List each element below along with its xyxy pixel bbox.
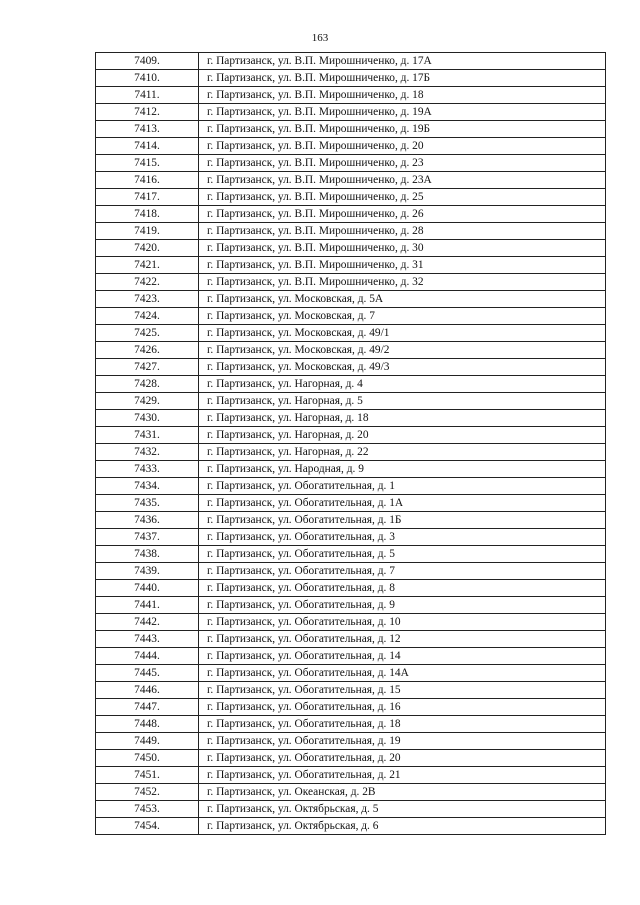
- table-row: [96, 665, 606, 682]
- row-number: 7441.: [96, 597, 199, 614]
- row-number: 7414.: [96, 138, 199, 155]
- row-number: 7430.: [96, 410, 199, 427]
- table-row: [96, 580, 606, 597]
- row-number: 7418.: [96, 206, 199, 223]
- row-number: 7433.: [96, 461, 199, 478]
- row-address: г. Партизанск, ул. В.П. Мирошниченко, д. 17Б: [199, 70, 606, 87]
- row-address: г. Партизанск, ул. Обогатительная, д. 3: [199, 529, 606, 546]
- table-row: [96, 308, 606, 325]
- table-row: [96, 257, 606, 274]
- row-number: 7423.: [96, 291, 199, 308]
- table-row: [96, 529, 606, 546]
- row-number: 7412.: [96, 104, 199, 121]
- table-row: [96, 291, 606, 308]
- row-number: 7453.: [96, 801, 199, 818]
- row-number: 7432.: [96, 444, 199, 461]
- table-row: [96, 682, 606, 699]
- table-row: [96, 206, 606, 223]
- table-row: [96, 376, 606, 393]
- row-number: 7439.: [96, 563, 199, 580]
- row-address: г. Партизанск, ул. Московская, д. 49/2: [199, 342, 606, 359]
- row-address: г. Партизанск, ул. Обогатительная, д. 1Б: [199, 512, 606, 529]
- table-row: [96, 70, 606, 87]
- table-row: [96, 393, 606, 410]
- row-address: г. Партизанск, ул. Обогатительная, д. 1А: [199, 495, 606, 512]
- table-row: [96, 410, 606, 427]
- row-number: 7447.: [96, 699, 199, 716]
- row-number: 7415.: [96, 155, 199, 172]
- row-number: 7434.: [96, 478, 199, 495]
- row-number: 7427.: [96, 359, 199, 376]
- row-address: г. Партизанск, ул. Московская, д. 49/1: [199, 325, 606, 342]
- row-address: г. Партизанск, ул. В.П. Мирошниченко, д. 32: [199, 274, 606, 291]
- row-address: г. Партизанск, ул. В.П. Мирошниченко, д. 19А: [199, 104, 606, 121]
- row-number: 7450.: [96, 750, 199, 767]
- table-row: [96, 767, 606, 784]
- row-number: 7426.: [96, 342, 199, 359]
- table-row: [96, 733, 606, 750]
- address-table: [95, 52, 606, 835]
- table-row: [96, 274, 606, 291]
- table-row: [96, 563, 606, 580]
- row-address: г. Партизанск, ул. Обогатительная, д. 16: [199, 699, 606, 716]
- row-address: г. Партизанск, ул. В.П. Мирошниченко, д. 17А: [199, 53, 606, 70]
- table-row: [96, 716, 606, 733]
- table-row: [96, 172, 606, 189]
- row-number: 7424.: [96, 308, 199, 325]
- table-row: [96, 648, 606, 665]
- table-row: [96, 444, 606, 461]
- row-address: г. Партизанск, ул. Октябрьская, д. 6: [199, 818, 606, 835]
- row-address: г. Партизанск, ул. В.П. Мирошниченко, д. 30: [199, 240, 606, 257]
- row-number: 7419.: [96, 223, 199, 240]
- table-row: [96, 495, 606, 512]
- table-row: [96, 597, 606, 614]
- table-row: [96, 104, 606, 121]
- row-address: г. Партизанск, ул. В.П. Мирошниченко, д. 31: [199, 257, 606, 274]
- table-row: [96, 121, 606, 138]
- row-number: 7446.: [96, 682, 199, 699]
- row-address: г. Партизанск, ул. Обогатительная, д. 8: [199, 580, 606, 597]
- row-number: 7445.: [96, 665, 199, 682]
- table-row: [96, 87, 606, 104]
- row-number: 7435.: [96, 495, 199, 512]
- row-address: г. Партизанск, ул. Московская, д. 49/3: [199, 359, 606, 376]
- row-address: г. Партизанск, ул. Обогатительная, д. 12: [199, 631, 606, 648]
- row-address: г. Партизанск, ул. Октябрьская, д. 5: [199, 801, 606, 818]
- row-number: 7411.: [96, 87, 199, 104]
- row-address: г. Партизанск, ул. Нагорная, д. 5: [199, 393, 606, 410]
- row-address: г. Партизанск, ул. Обогатительная, д. 14: [199, 648, 606, 665]
- row-number: 7442.: [96, 614, 199, 631]
- row-number: 7448.: [96, 716, 199, 733]
- row-number: 7422.: [96, 274, 199, 291]
- table-row: [96, 155, 606, 172]
- row-number: 7438.: [96, 546, 199, 563]
- row-number: 7451.: [96, 767, 199, 784]
- table-row: [96, 478, 606, 495]
- table-row: [96, 461, 606, 478]
- row-number: 7431.: [96, 427, 199, 444]
- table-row: [96, 53, 606, 70]
- row-address: г. Партизанск, ул. Народная, д. 9: [199, 461, 606, 478]
- row-number: 7429.: [96, 393, 199, 410]
- table-row: [96, 614, 606, 631]
- row-address: г. Партизанск, ул. Московская, д. 7: [199, 308, 606, 325]
- row-number: 7452.: [96, 784, 199, 801]
- table-row: [96, 240, 606, 257]
- row-address: г. Партизанск, ул. Обогатительная, д. 18: [199, 716, 606, 733]
- row-number: 7416.: [96, 172, 199, 189]
- row-address: г. Партизанск, ул. Московская, д. 5А: [199, 291, 606, 308]
- row-address: г. Партизанск, ул. Обогатительная, д. 19: [199, 733, 606, 750]
- row-number: 7420.: [96, 240, 199, 257]
- row-address: г. Партизанск, ул. Нагорная, д. 22: [199, 444, 606, 461]
- table-row: [96, 189, 606, 206]
- row-address: г. Партизанск, ул. Обогатительная, д. 7: [199, 563, 606, 580]
- table-row: [96, 427, 606, 444]
- row-address: г. Партизанск, ул. В.П. Мирошниченко, д. 20: [199, 138, 606, 155]
- row-address: г. Партизанск, ул. Обогатительная, д. 21: [199, 767, 606, 784]
- page-number: 163: [311, 32, 329, 44]
- row-address: г. Партизанск, ул. Обогатительная, д. 15: [199, 682, 606, 699]
- table-row: [96, 223, 606, 240]
- row-address: г. Партизанск, ул. Обогатительная, д. 1: [199, 478, 606, 495]
- table-row: [96, 359, 606, 376]
- table-row: [96, 631, 606, 648]
- row-number: 7410.: [96, 70, 199, 87]
- row-address: г. Партизанск, ул. Обогатительная, д. 5: [199, 546, 606, 563]
- table-row: [96, 801, 606, 818]
- row-number: 7409.: [96, 53, 199, 70]
- row-address: г. Партизанск, ул. В.П. Мирошниченко, д. 23: [199, 155, 606, 172]
- table-row: [96, 546, 606, 563]
- row-address: г. Партизанск, ул. Обогатительная, д. 20: [199, 750, 606, 767]
- row-address: г. Партизанск, ул. В.П. Мирошниченко, д. 26: [199, 206, 606, 223]
- row-number: 7440.: [96, 580, 199, 597]
- row-number: 7413.: [96, 121, 199, 138]
- row-address: г. Партизанск, ул. Нагорная, д. 4: [199, 376, 606, 393]
- row-number: 7454.: [96, 818, 199, 835]
- row-address: г. Партизанск, ул. В.П. Мирошниченко, д. 19Б: [199, 121, 606, 138]
- row-address: г. Партизанск, ул. В.П. Мирошниченко, д. 23А: [199, 172, 606, 189]
- row-address: г. Партизанск, ул. Обогатительная, д. 10: [199, 614, 606, 631]
- table-row: [96, 512, 606, 529]
- row-number: 7444.: [96, 648, 199, 665]
- row-address: г. Партизанск, ул. Обогатительная, д. 14А: [199, 665, 606, 682]
- table-row: [96, 818, 606, 835]
- row-address: г. Партизанск, ул. В.П. Мирошниченко, д. 28: [199, 223, 606, 240]
- row-number: 7437.: [96, 529, 199, 546]
- row-number: 7417.: [96, 189, 199, 206]
- table-row: [96, 342, 606, 359]
- table-row: [96, 138, 606, 155]
- row-number: 7421.: [96, 257, 199, 274]
- row-number: 7436.: [96, 512, 199, 529]
- row-address: г. Партизанск, ул. В.П. Мирошниченко, д. 18: [199, 87, 606, 104]
- row-number: 7425.: [96, 325, 199, 342]
- address-table-body: [96, 53, 606, 835]
- table-row: [96, 325, 606, 342]
- row-address: г. Партизанск, ул. Нагорная, д. 20: [199, 427, 606, 444]
- row-address: г. Партизанск, ул. Нагорная, д. 18: [199, 410, 606, 427]
- table-row: [96, 699, 606, 716]
- row-address: г. Партизанск, ул. Обогатительная, д. 9: [199, 597, 606, 614]
- row-address: г. Партизанск, ул. Океанская, д. 2В: [199, 784, 606, 801]
- row-number: 7449.: [96, 733, 199, 750]
- row-address: г. Партизанск, ул. В.П. Мирошниченко, д. 25: [199, 189, 606, 206]
- row-number: 7443.: [96, 631, 199, 648]
- table-row: [96, 784, 606, 801]
- row-number: 7428.: [96, 376, 199, 393]
- table-row: [96, 750, 606, 767]
